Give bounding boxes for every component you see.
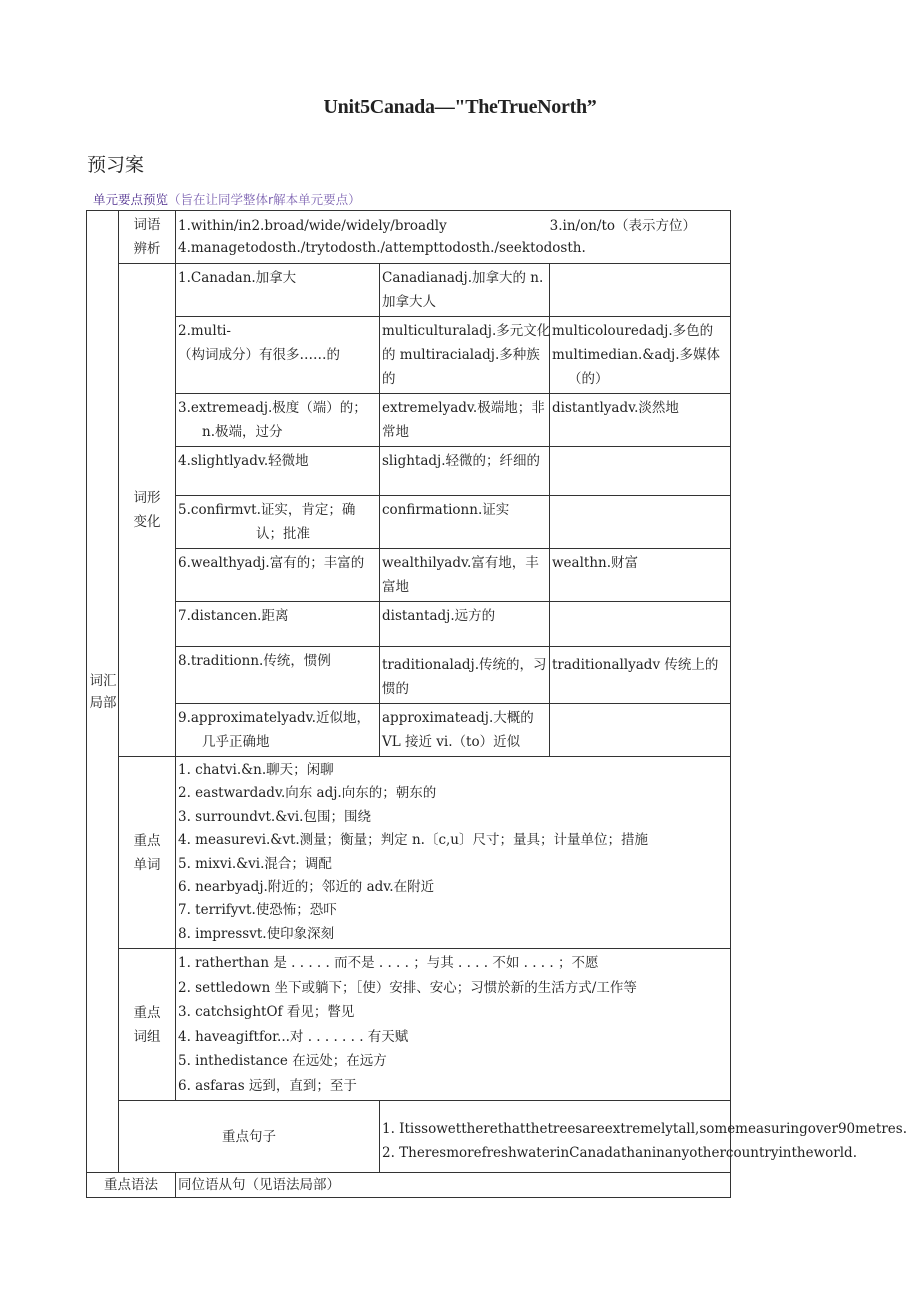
section-heading: 预习案	[87, 154, 145, 176]
list-item: 1. chatvi.&n.聊天；闲聊	[178, 762, 334, 778]
word-form-row: 7.distancen.距离 distantadj.远方的	[87, 602, 731, 647]
list-item: 3. catchsightOf 看见；瞥见	[178, 1004, 355, 1021]
key-sentences-content	[380, 1101, 908, 1173]
key-words-content	[176, 757, 731, 949]
key-phrases-label: 重点词组	[119, 949, 176, 1101]
list-item: 4. haveagiftfor...对 . . . . . . . 有天赋	[178, 1028, 409, 1045]
key-grammar-label: 重点语法	[87, 1173, 176, 1198]
word-form-row: 6.wealthyadj.富有的；丰富的 wealthilyadv.富有地，丰 富地 wealthn.财富	[87, 549, 731, 602]
word-form-row: 8.traditionn.传统，惯例 traditionaladj.传统的，习 惯的 traditionallyadv 传统上的	[87, 647, 731, 704]
word-analysis-label: 词语辨析	[119, 211, 176, 264]
vocab-section-label: 词汇局部	[87, 211, 119, 1173]
word-form-row: 9.approximatelyadv.近似地， 几乎正确地 approximateadj.大概的 VL 接近 vi.（to）近似	[87, 704, 731, 757]
key-grammar-content: 同位语从句（见语法局部）	[176, 1173, 731, 1198]
word-analysis-line2: 4.managetodosth./trytodosth./attempttodosth./seektodosth.	[178, 240, 586, 256]
word-form-row: 4.slightlyadv.轻微地 slightadj.轻微的；纤细的	[87, 447, 731, 496]
word-analysis-line1a: 1.within/in2.broad/wide/widely/broadly	[178, 218, 447, 234]
summary-table	[86, 210, 908, 1198]
word-form-row: 3.extremeadj.极度（端）的； n.极端，过分 extremelyadv.极端地；非 常地 distantlyadv.淡然地	[87, 394, 731, 447]
word-analysis-content	[176, 211, 731, 264]
list-item: 7. terrifyvt.使恐怖；恐吓	[178, 902, 337, 919]
word-form-row: 词形变化 1.Canadan.加拿大 Canadianadj.加拿大的 n. 加拿大人	[87, 264, 731, 317]
list-item: 6. nearbyadj.附近的；邻近的 adv.在附近	[178, 879, 435, 896]
list-item: 2. TheresmorefreshwaterinCanadathaninanyothercountryintheworld.	[382, 1144, 857, 1161]
list-item: 4. measurevi.&vt.测量；衡量；判定 n.〔c,u〕尺寸；量具；计量单位；措施	[178, 832, 648, 849]
list-item: 5. inthedistance 在远处；在远方	[178, 1053, 387, 1070]
list-item: 8. impressvt.使印象深刻	[178, 925, 335, 942]
list-item: 1. ratherthan 是 . . . . . 而不是 . . . . ；与其 . . . . 不如 . . . . ；不愿	[178, 955, 599, 972]
list-item: 1. Itissowettherethatthetreesareextremelytall,somemeasuringover90metres.	[382, 1120, 908, 1137]
list-item: 6. asfaras 远到，直到；至于	[178, 1077, 357, 1094]
document-title: Unit5Canada—"TheTrueNorth”	[323, 96, 597, 118]
overview-note: （旨在让同学整体r解本单元要点）	[168, 192, 361, 207]
list-item: 3. surroundvt.&vi.包围；围绕	[178, 808, 371, 825]
key-words-label: 重点单词	[119, 757, 176, 949]
list-item: 2. settledown 坐下或躺下；［使）安排、安心；习惯於新的生活方式/工作等	[178, 979, 637, 996]
overview-label	[93, 190, 361, 208]
word-form-row: 5.confirmvt.证实，肯定；确 认；批准 confirmationn.证实	[87, 496, 731, 549]
key-sentences-label: 重点句子	[119, 1101, 380, 1173]
key-phrases-content	[176, 949, 731, 1101]
word-form-row: 2.multi- （构词成分）有很多……的 multiculturaladj.多元文化 的 multiracialadj.多种族 的 multicolouredadj.多色的 multimedian.&adj.多媒体 （的）	[87, 317, 731, 394]
overview-title: 单元要点预览	[93, 192, 169, 207]
list-item: 5. mixvi.&vi.混合；调配	[178, 855, 332, 872]
list-item: 2. eastwardadv.向东 adj.向东的；朝东的	[178, 785, 437, 802]
word-analysis-line1b: 3.in/on/to（表示方位）	[549, 218, 697, 234]
word-forms-label: 词形变化	[119, 264, 176, 757]
